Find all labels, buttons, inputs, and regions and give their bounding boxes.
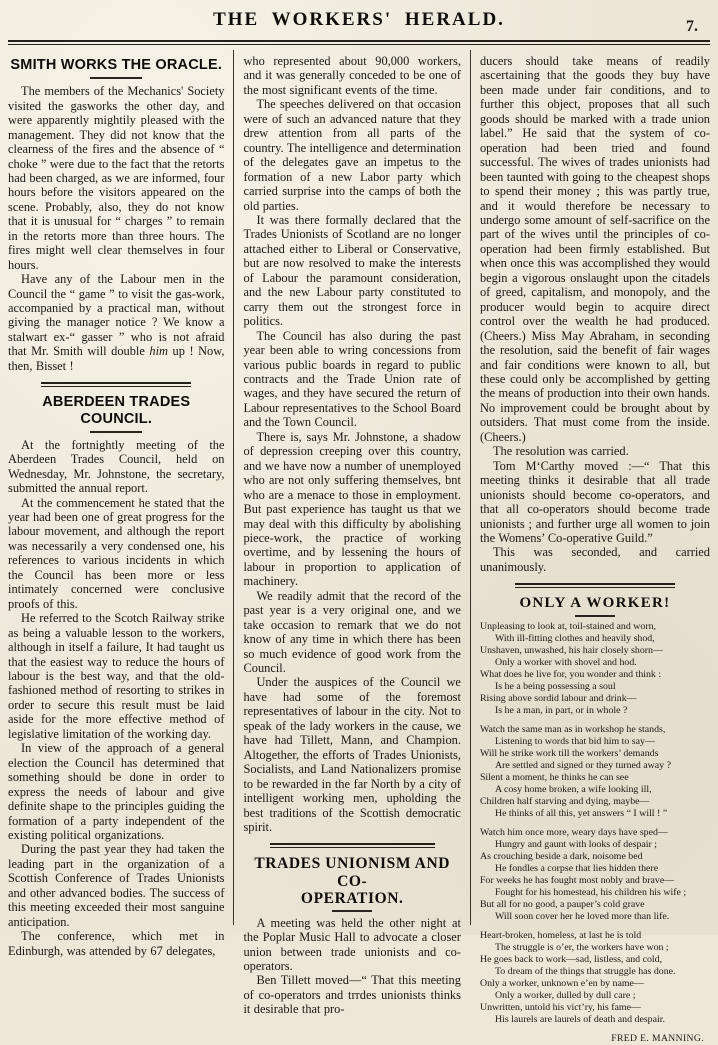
article-paragraph: The members of the Mechanics' Society visited the gasworks the other day, and were apparently mightily pleased with the management. They did not know that the clearness of the fires and the absence of “ choke ” were due to the fact that the retorts had been charged, as we are informed, four hours before the visitors appeared on the scene. Probably, also, they do not know that it is unusual for “ charges ” to remain in the retorts more than three hours. The fires might well clear themselves in four hours. [8, 84, 225, 272]
poem-line: Will he strike work till the workers’ demands [479, 747, 659, 759]
poem-line: What does he live for, you wonder and think : [479, 668, 662, 680]
article-paragraph: Under the auspices of the Council we have had some of the foremost representatives of labour in the city. Not to speak of the lady workers in the cause, we have had Tillett, Mann, and Champion. Altogether, the efforts of Trades Unionists, Socialists, and Land Nationalizers promise to be rewarded in the far North by a city of intelligent working men, upholding the best traditions of the Scottish democratic spirit. [243, 675, 461, 835]
column-3 [470, 50, 710, 1044]
article-paragraph: During the past year they had taken the leading part in the organization of a Scottish Conference of Trades Unionists and other advanced bodies. The success of this meeting exceeded their most sanguine anticipation. [8, 842, 225, 929]
poem-line: A cosy home broken, a wife looking ill, [494, 783, 652, 795]
poem-stanza [480, 724, 710, 820]
article-heading-aberdeen-trades-council: ABERDEEN TRADES COUNCIL. [42, 394, 191, 427]
poem-line: Fought for his homestead, his children his wife ; [494, 886, 687, 898]
poem-heading-only-a-worker: ONLY A WORKER! [519, 595, 671, 612]
poem-line: To dream of the things that struggle has done. [494, 965, 676, 977]
column-container [8, 50, 710, 1044]
poem-line: Watch the same man as in workshop he stands, [479, 723, 666, 735]
column-1 [8, 50, 233, 958]
article-paragraph: We readily admit that the record of the past year is a very original one, and we take occasion to remark that we do not know of any time in which there has been so much evidence of good work from the Council. [243, 588, 461, 676]
poem-line: Heart-broken, homeless, at last he is told [479, 929, 642, 941]
poem-line: Children half starving and dying, maybe— [479, 795, 650, 807]
heading-line-1: TRADES UNIONISM AND CO- [254, 855, 451, 890]
heading-rule [90, 77, 142, 79]
poem-stanza [480, 930, 710, 1026]
article-paragraph: The speeches delivered on that occasion were of such an advanced nature that they drew attention from all parts of the country. The intelligence and determination of the delegates gave an impetus to the formation of a new Labor party which carried surprise into the camps of both the old parties. [243, 97, 461, 213]
article-paragraph: Tom M‘Carthy moved :—“ That this meeting thinks it desirable that all trade unionists should become co-operators, and that all co-operators should become trade unionists ; and further urge all women to join the Womens’ Co-operative Guild.” [479, 458, 710, 545]
poem-line: Listening to words that bid him to say— [494, 735, 655, 747]
poem-line: Rising above sordid labour and drink— [479, 692, 637, 704]
poem-line: As crouching beside a dark, noisome bed [479, 850, 643, 862]
poem-line: Only a worker, unknown e’en by name— [479, 977, 644, 989]
publication-title: THE WORKERS' HERALD. [213, 9, 505, 30]
poem-line: Unpleasing to look at, toil-stained and worn, [479, 620, 657, 632]
poem-line: Is he a being possessing a soul [494, 680, 616, 692]
section-separator [270, 843, 435, 848]
heading-rule [575, 615, 615, 617]
poem-line: With ill-fitting clothes and heavily shod, [494, 632, 655, 644]
article-paragraph-continued: who represented about 90,000 workers, and it was generally conceded to be one of the most significant events of the time. [243, 54, 461, 97]
poem-line: He goes back to work—sad, listless, and cold, [479, 953, 663, 965]
poem-line: But all for no good, a pauper’s cold grave [479, 898, 645, 910]
poem-line: Only a worker with shovel and hod. [494, 656, 637, 668]
article-paragraph-continued: ducers should take means of readily ascertaining that the goods they buy have been made under fair conditions, and to further this object, proposes that all such goods should be marked with a trade union label.” He said that the system of co-operation had been tried and found successful. The wives of trades unionists had been taunted with going to the cheapest shops to spend their money ; this was partly true, and it would therefore be necessary to undergo some amount of self-sacrifice on the part of the wives until the principles of co-operation had been firmly established. But when once this was accomplished they would begin a vigorous onslaught upon the citadels of greed, capitalism, and monopoly, and the producer would begin to acquire direct control over the wealth he had produced. (Cheers.) Miss May Abraham, in seconding the resolution, said the benefit of fair wages and fair conditions were known to all, but these could only be accomplished by getting the means of production into their own hands. No improvement could be brought about by outsiders. That must come from the inside. (Cheers.) [479, 54, 710, 444]
page-number: 7. [686, 18, 698, 35]
heading-rule [332, 910, 372, 912]
article-paragraph: Have any of the Labour men in the Council the “ game ” to visit the gas-work, accompanied by a practical man, without giving the manager notice ? We know a stalwart ex-“ gasser ” who is not afraid that Mr. Smith will double him up ! Now, then, Bisset ! [8, 272, 225, 373]
article-paragraph: At the commencement he stated that the year had been one of great progress for the labour movement, and although the report was necessarily a very condensed one, his references to various incidents in which the Council has been more or less intimately concerned were conclusive proofs of this. [8, 495, 225, 611]
column-2 [233, 50, 469, 1017]
section-separator [41, 382, 191, 387]
poem-line: Unshaven, unwashed, his hair closely shorn— [479, 644, 663, 656]
masthead [8, 0, 710, 40]
article-heading-trades-unionism-and-cooperation [243, 855, 460, 906]
poem-stanza [480, 827, 710, 923]
poem-body [480, 621, 710, 1045]
article-paragraph: There is, says Mr. Johnstone, a shadow of depression creeping over this country, and we have now a number of unemployed who are not only suffering themselves, bnt who are a menace to those in employment. But past experience has taught us that we may deal with this difficulty by abolishing piece-work, the practice of working overtime, and by lessening the hours of labour in proportion to application of machinery. [243, 429, 461, 589]
article-paragraph: The resolution was carried. [492, 444, 629, 459]
poem-line: Are settled and signed or they turned away ? [494, 759, 671, 771]
masthead-rule [8, 40, 710, 45]
article-paragraph: This was seconded, and carried unanimously. [479, 545, 710, 574]
poem-line: For weeks he has fought most nobly and brave— [479, 874, 675, 886]
article-paragraph: Ben Tillett moved—“ That this meeting of co-operators and trrdes unionists thinks it desirable that pro- [243, 973, 461, 1017]
poem-line: Watch him once more, weary days have sped— [479, 826, 668, 838]
poem-line: He fondles a corpse that lies hidden there [494, 862, 659, 874]
section-separator [515, 583, 675, 588]
article-heading-smith-works-the-oracle: SMITH WORKS THE ORACLE. [10, 57, 223, 73]
poem-line: Is he a man, in part, or in whole ? [494, 704, 628, 716]
poem-line: Will soon cover her he loved more than life. [494, 910, 670, 922]
poem-line: Only a worker, dulled by dull care ; [494, 989, 636, 1001]
poem-stanza [480, 621, 710, 717]
heading-line-2: OPERATION. [300, 889, 404, 907]
article-paragraph: A meeting was held the other night at the Poplar Music Hall to advocate a closer union between trade unionists and co-operators. [243, 915, 461, 973]
poem-line: Unwritten, untold his vict’ry, his fame— [479, 1001, 641, 1013]
article-paragraph: The Council has also during the past year been able to wring concessions from various public boards in regard to public contracts and the Trade Union rate of wages, and they have secured the return of Labour representatives to the School Board and the Town Council. [243, 328, 461, 430]
poem-byline: FRED E. MANNING. [611, 1032, 704, 1044]
poem-line: He thinks of all this, yet answers “ I will ! ” [494, 807, 668, 819]
article-paragraph: In view of the approach of a general election the Council has determined that something should be done in order to express the needs of labour and give definite shape to the principles guiding the formation of a party independent of the existing political organizations. [8, 741, 225, 842]
poem-line: The struggle is o’er, the workers have won ; [494, 941, 669, 953]
poem-line: Hungry and gaunt with looks of despair ; [494, 838, 658, 850]
article-paragraph: The conference, which met in Edinburgh, was attended by 67 delegates, [8, 929, 225, 958]
article-paragraph: At the fortnightly meeting of the Aberdeen Trades Council, held on Wednesday, Mr. Johnstone, the secretary, submitted the annual report. [8, 437, 225, 496]
poem-line: Silent a moment, he thinks he can see [479, 771, 629, 783]
article-paragraph: It was there formally declared that the Trades Unionists of Scotland are no longer attached either to Liberal or Conservative, but are now resolved to make the interests of Labour the paramount consideration, and the new Labour party constituted to carry them out the strongest force in politics. [243, 212, 461, 329]
heading-rule [90, 431, 142, 433]
poem-line: His laurels are laurels of death and despair. [494, 1013, 665, 1025]
article-paragraph: He referred to the Scotch Railway strike as being a valuable lesson to the workers, although in itself a failure, It had taught us that the easiest way to reduce the hours of labour is the best way, and that the old-fashioned method of resorting to strikes in order to secure this result must be laid aside for the more effective method of legislative limitation of the working day. [8, 611, 225, 741]
